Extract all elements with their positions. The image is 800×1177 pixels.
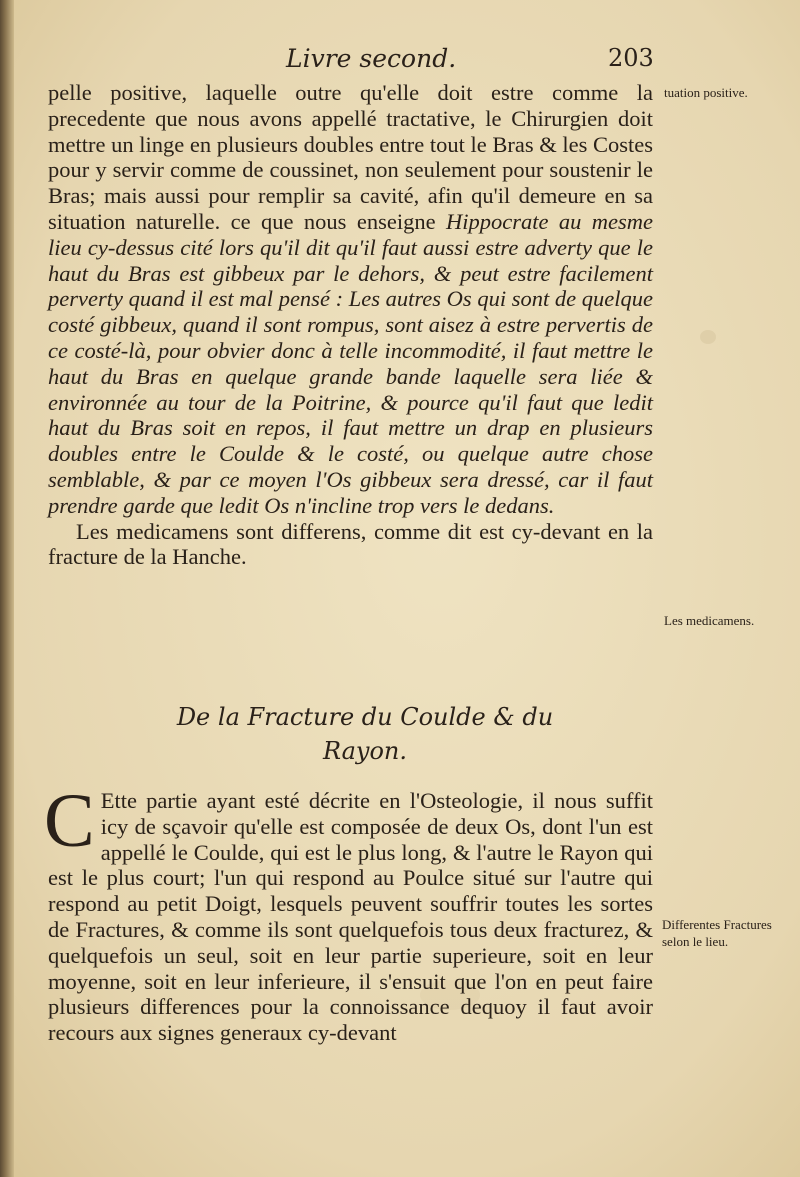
section-body-2 bbox=[44, 779, 653, 1046]
page-number: 203 bbox=[608, 44, 654, 72]
running-title: Livre second. bbox=[286, 44, 457, 73]
margin-note-situation: tuation positive. bbox=[664, 85, 748, 100]
heading-line-2: Rayon. bbox=[322, 737, 408, 765]
heading-line-1: De la Fracture du Coulde & du bbox=[176, 703, 554, 731]
margin-note-medicamens: Les medicamens. bbox=[664, 613, 755, 628]
section-body-1 bbox=[48, 80, 653, 570]
paragraph-text: Ette partie ayant esté décrite en l'Osteologie, il nous suffit icy de sçavoir qu'elle est composée de deux Os, dont l'un est appellé le Coulde, qui est le plus long, & l'autre le Rayon qui est le plus court; l'un qui respond au Poulce situé sur l'autre qui respond au petit Doigt, lesquels peuvent souffrir toutes les sortes de Fractures, & comme ils sont quelquefois tous deux fracturez, & quelquefois un seul, soit en leur partie superieure, soit en leur moyenne, soit en leur inferieure, il s'ensuit que l'on en peut faire plusieurs differences pour la connoissance dequoy il faut avoir recours aux signes generaux cy-devant bbox=[48, 788, 653, 1046]
paragraph-text: pelle positive, laquelle outre qu'elle doit estre comme la precedente que nous avons appellé tractative, le Chirurgien doit mettre un linge en plusieurs doubles entre tout le Bras & les Costes pour y servir comme de coussinet, non seulement pour soustenir le Bras; mais aussi pour remplir sa cavité, afin qu'il demeure en sa situation naturelle. ce que nous enseigne bbox=[48, 80, 653, 234]
section-heading bbox=[130, 700, 600, 768]
hippocrates-quote: Hippocrate au mesme lieu cy-dessus cité lors qu'il dit qu'il faut aussi estre adverty que le haut du Bras est gibbeux par le dehors, & peut estre facilement perverty quand il est mal pensé : Les autres Os qui sont de quelque costé gibbeux, quand il sont rompus, sont aisez à estre pervertis de ce costé-là, pour obvier donc à telle incommodité, il faut mettre le haut du Bras en quelque grande bande laquelle sera liée & environnée au tour de la Poitrine, & pource qu'il faut que ledit haut du Bras soit en repos, il faut mettre un drap en plusieurs doubles entre le Coulde & le costé, ou quelque autre chose semblable, & par ce moyen l'Os gibbeux sera dressé, car il faut prendre garde que ledit Os n'incline trop vers le dedans. bbox=[48, 208, 654, 518]
drop-cap: C bbox=[44, 779, 95, 863]
page-header bbox=[0, 40, 800, 80]
margin-note-differentes-fractures: Differentes Fractures selon le lieu. bbox=[662, 917, 772, 949]
paragraph-upper bbox=[48, 80, 653, 519]
paragraph-medicaments: Les medicamens sont differens, comme dit est cy-devant en la fracture de la Hanche. bbox=[48, 518, 653, 570]
page-gutter bbox=[0, 0, 14, 1177]
paper-stain bbox=[700, 330, 716, 344]
paragraph-fracture-coulde bbox=[44, 779, 653, 1046]
